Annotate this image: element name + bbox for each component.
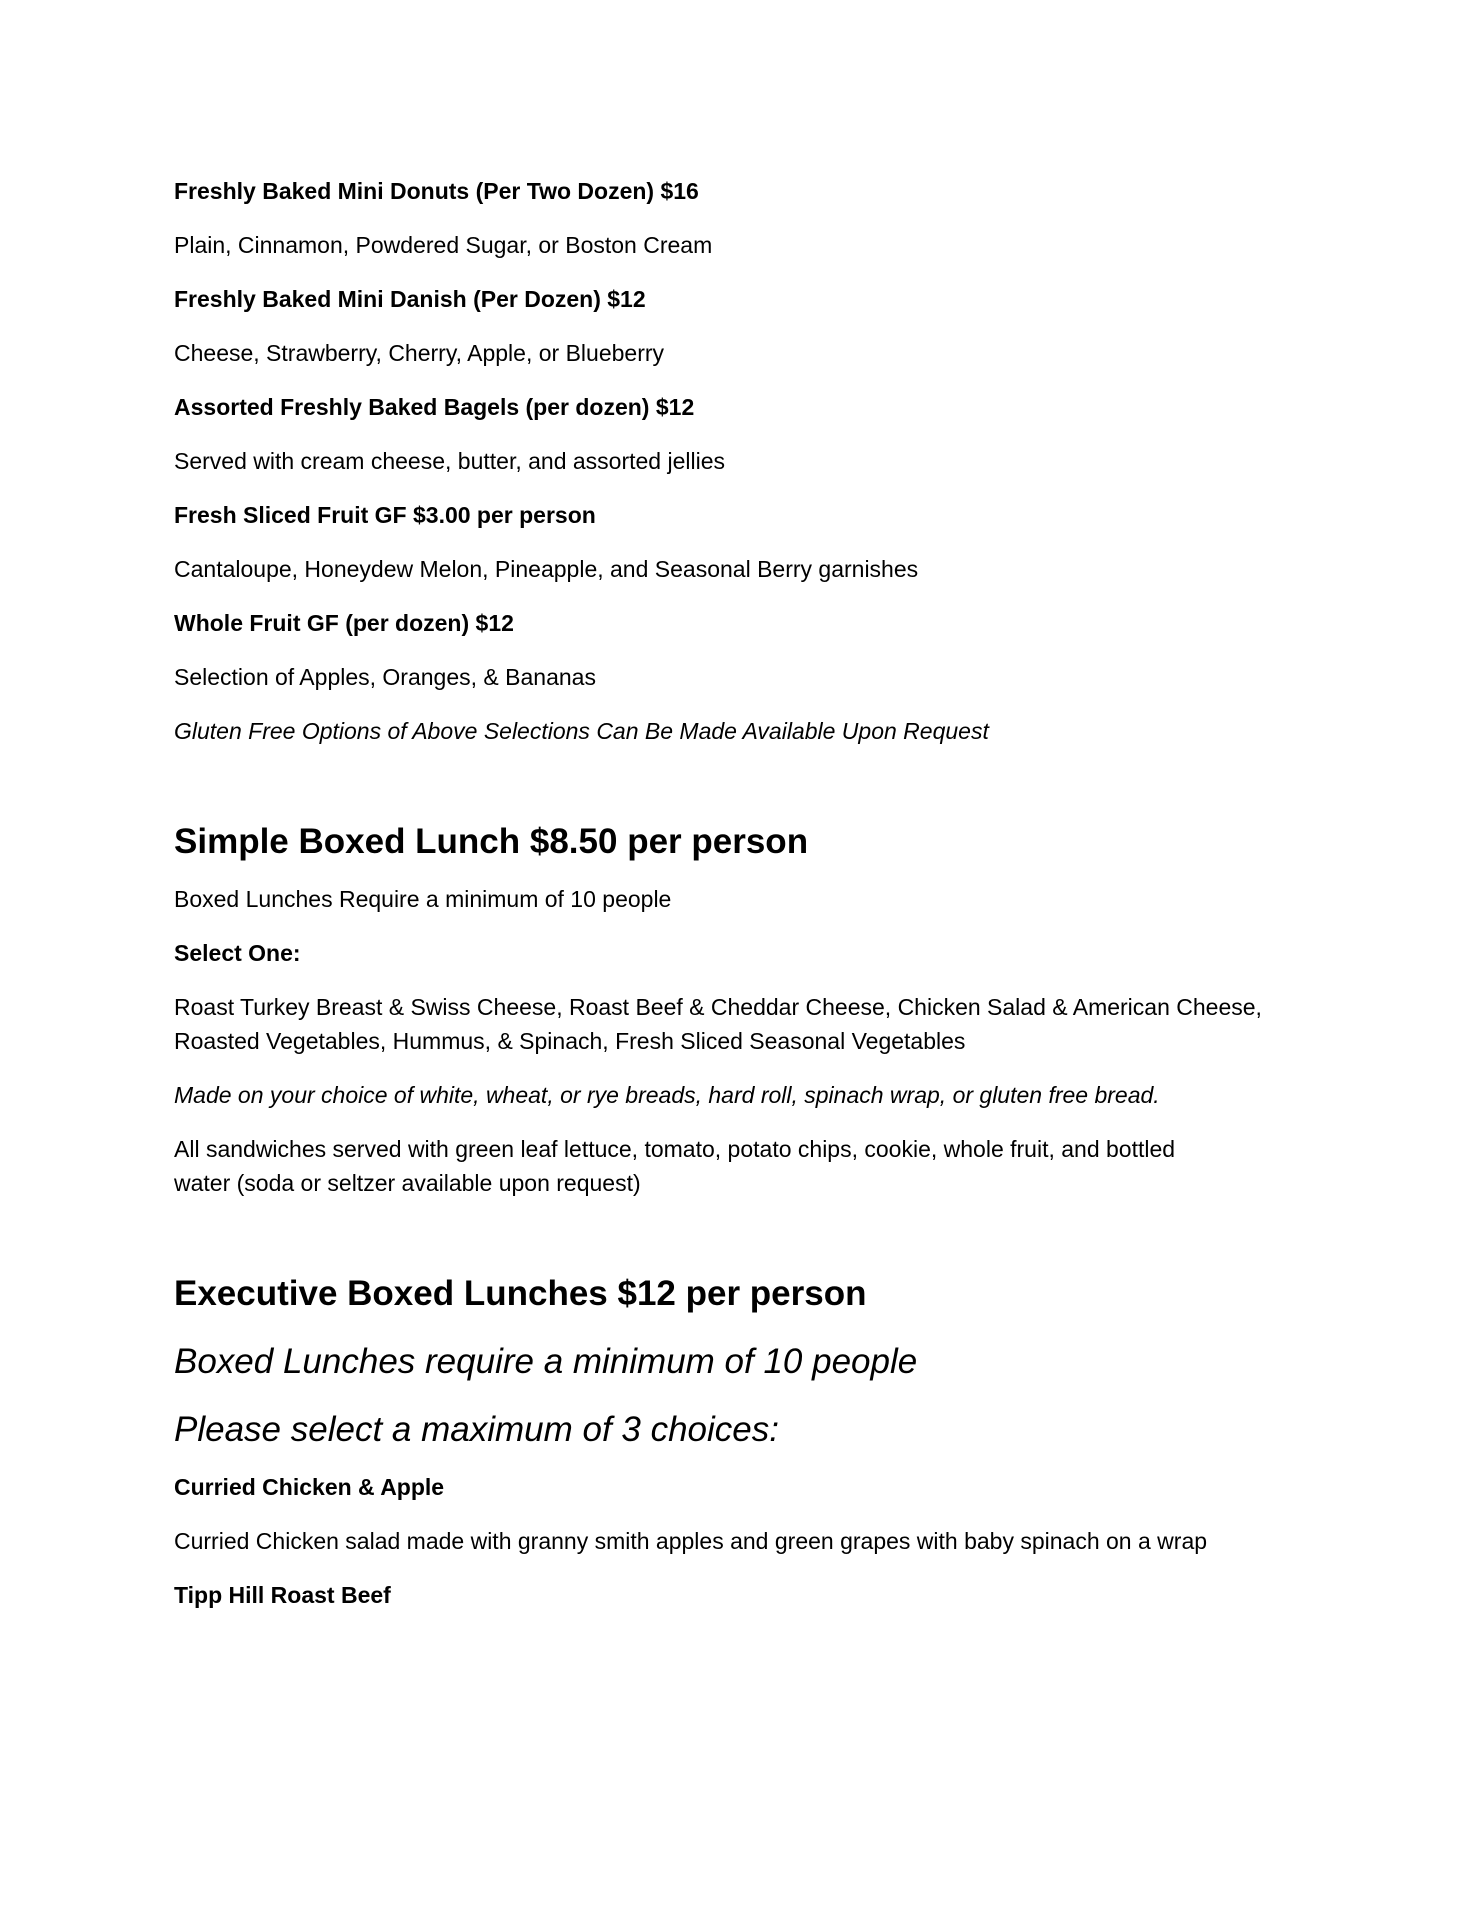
item-desc-danish: Cheese, Strawberry, Cherry, Apple, or Blueberry [174,340,665,366]
simple-lunch-options-line1: Roast Turkey Breast & Swiss Cheese, Roast Beef & Cheddar Cheese, Chicken Salad & American Cheese, [174,994,1262,1020]
simple-lunch-bread-note: Made on your choice of white, wheat, or rye breads, hard roll, spinach wrap, or gluten free bread. [174,1082,1160,1108]
item-desc-donuts: Plain, Cinnamon, Powdered Sugar, or Boston Cream [174,232,713,258]
item-desc-curried-chicken: Curried Chicken salad made with granny smith apples and green grapes with baby spinach on a wrap [174,1528,1208,1554]
simple-lunch-select-label: Select One: [174,940,301,966]
gluten-free-note: Gluten Free Options of Above Selections Can Be Made Available Upon Request [174,718,989,744]
item-title-danish: Freshly Baked Mini Danish (Per Dozen) $12 [174,286,646,312]
executive-lunch-heading: Executive Boxed Lunches $12 per person [174,1274,867,1313]
simple-lunch-served-line2: water (soda or seltzer available upon request) [174,1170,641,1196]
item-title-donuts: Freshly Baked Mini Donuts (Per Two Dozen) $16 [174,178,699,204]
simple-lunch-served-line1: All sandwiches served with green leaf lettuce, tomato, potato chips, cookie, whole fruit, and bottled [174,1136,1176,1162]
executive-lunch-minimum: Boxed Lunches require a minimum of 10 people [174,1342,918,1381]
item-desc-bagels: Served with cream cheese, butter, and assorted jellies [174,448,726,474]
item-title-bagels: Assorted Freshly Baked Bagels (per dozen) $12 [174,394,695,420]
item-desc-whole-fruit: Selection of Apples, Oranges, & Bananas [174,664,596,690]
executive-lunch-select-label: Please select a maximum of 3 choices: [174,1410,779,1449]
item-title-whole-fruit: Whole Fruit GF (per dozen) $12 [174,610,514,636]
item-title-tipp-hill-roast-beef: Tipp Hill Roast Beef [174,1582,391,1608]
item-title-sliced-fruit: Fresh Sliced Fruit GF $3.00 per person [174,502,596,528]
page-content [174,174,1324,1612]
simple-lunch-heading: Simple Boxed Lunch $8.50 per person [174,822,809,861]
simple-lunch-minimum: Boxed Lunches Require a minimum of 10 people [174,886,672,912]
item-desc-sliced-fruit: Cantaloupe, Honeydew Melon, Pineapple, and Seasonal Berry garnishes [174,556,919,582]
item-title-curried-chicken: Curried Chicken & Apple [174,1474,445,1500]
simple-lunch-options-line2: Roasted Vegetables, Hummus, & Spinach, Fresh Sliced Seasonal Vegetables [174,1028,966,1054]
